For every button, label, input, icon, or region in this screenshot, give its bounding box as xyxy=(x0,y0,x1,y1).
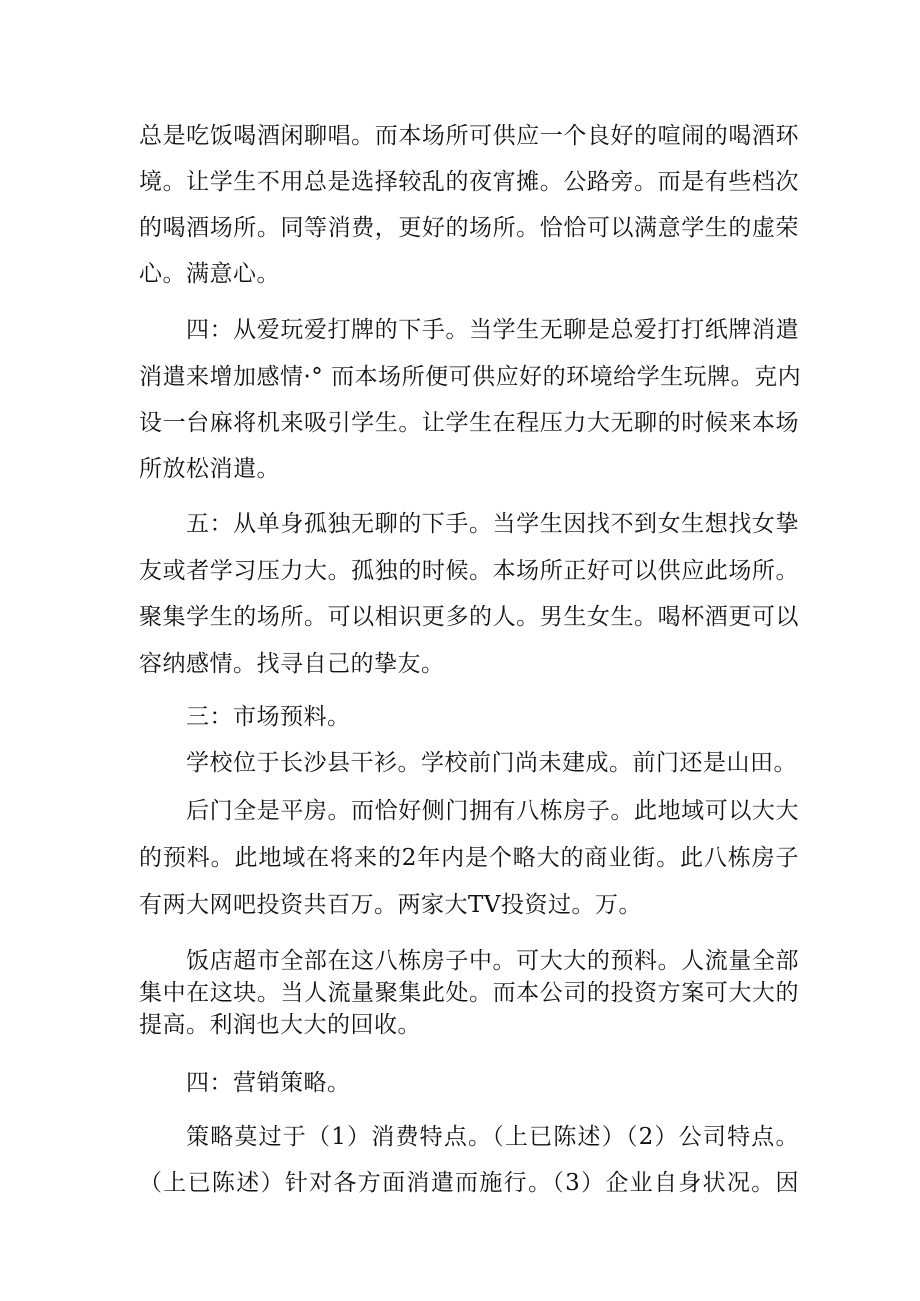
paragraph-1-line-4: 心。满意心。 xyxy=(139,261,280,287)
paragraph-3-line-4: 容纳感情。找寻自己的挚友。 xyxy=(139,651,445,677)
paragraph-2-line-4: 所放松消遣。 xyxy=(139,456,280,482)
paragraph-6-line-1: 后门全是平房。而恰好侧门拥有八栋房子。此地域可以大大 xyxy=(186,798,799,824)
paragraph-1-line-1: 总是吃饭喝酒闲聊唱。而本场所可供应一个良好的喧闹的喝酒环 xyxy=(139,123,799,149)
paragraph-6-line-2: 的预料。此地域在将来的2年内是个略大的商业街。此八栋房子 xyxy=(139,845,799,871)
paragraph-3-line-2: 友或者学习压力大。孤独的时候。本场所正好可以供应此场所。 xyxy=(139,558,799,584)
paragraph-5-line-1: 学校位于长沙县干衫。学校前门尚未建成。前门还是山田。 xyxy=(186,750,797,776)
section-heading-marketing-strategy: 四：营销策略。 xyxy=(186,1070,351,1096)
paragraph-3-line-3: 聚集学生的场所。可以相识更多的人。男生女生。喝杯酒更可以 xyxy=(139,604,799,630)
paragraph-9-line-2: （上已陈述）针对各方面消遣而施行。（3）企业自身状况。因 xyxy=(139,1170,799,1196)
paragraph-2-line-2: 消遣来增加感情·° 而本场所便可供应好的环境给学生玩牌。克内 xyxy=(139,364,802,390)
paragraph-3-line-1: 五：从单身孤独无聊的下手。当学生因找不到女生想找女挚 xyxy=(186,511,799,537)
paragraph-2-line-1: 四：从爱玩爱打牌的下手。当学生无聊是总爱打打纸牌消遣 xyxy=(186,317,799,343)
paragraph-6-line-3: 有两大网吧投资共百万。两家大TV投资过。万。 xyxy=(139,892,642,918)
section-heading-market-forecast: 三：市场预料。 xyxy=(186,704,351,730)
paragraph-1-line-2: 境。让学生不用总是选择较乱的夜宵摊。公路旁。而是有些档次 xyxy=(139,169,799,195)
paragraph-9-line-1: 策略莫过于（1）消费特点。（上已陈述）（2）公司特点。 xyxy=(186,1124,799,1150)
paragraph-2-line-3: 设一台麻将机来吸引学生。让学生在程压力大无聊的时候来本场 xyxy=(139,410,799,436)
paragraph-7-line-3: 提高。利润也大大的回收。 xyxy=(139,1012,421,1038)
paragraph-7-line-1: 饭店超市全部在这八栋房子中。可大大的预料。人流量全部 xyxy=(186,948,799,974)
paragraph-1-line-3: 的喝酒场所。同等消费，更好的场所。恰恰可以满意学生的虚荣 xyxy=(139,215,799,241)
paragraph-7-line-2: 集中在这块。当人流量聚集此处。而本公司的投资方案可大大的 xyxy=(139,980,799,1006)
